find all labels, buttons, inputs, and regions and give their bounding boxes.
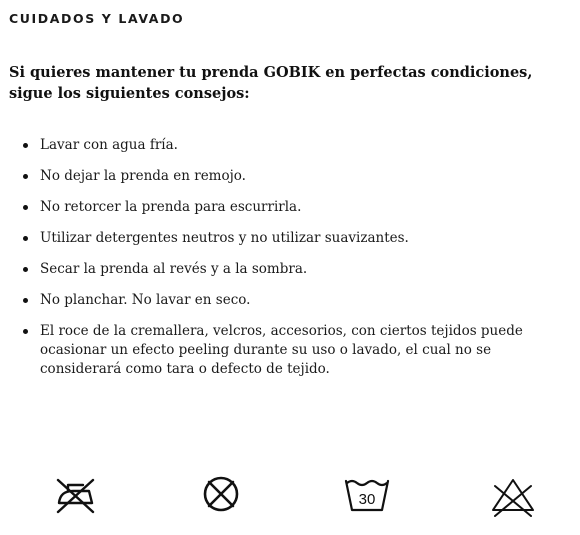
wash-temperature-label: 30 [358,491,376,508]
care-tip: Secar la prenda al revés y a la sombra. [40,260,575,279]
section-heading: CUIDADOS Y LAVADO [9,11,185,26]
wash-30-degrees-icon [343,470,391,518]
care-tip: No planchar. No lavar en seco. [40,291,575,310]
care-symbols-row [0,470,580,520]
care-tip: No retorcer la prenda para escurrirla. [40,198,575,217]
care-tip: No dejar la prenda en remojo. [40,167,575,186]
care-intro: Si quieres mantener tu prenda GOBIK en perfectas condiciones, sigue los siguientes consejos: [9,64,533,102]
do-not-iron-icon [51,470,99,518]
do-not-bleach-icon [489,470,537,518]
care-tips-list [9,136,575,391]
care-tip: Lavar con agua fría. [40,136,575,155]
do-not-dry-clean-icon [197,470,245,518]
care-tip: El roce de la cremallera, velcros, accesorios, con ciertos tejidos puede ocasionar un efecto peeling durante su uso o lavado, el cual no se considerará como tara o defecto de tejido. [40,322,575,379]
care-tip: Utilizar detergentes neutros y no utilizar suavizantes. [40,229,575,248]
